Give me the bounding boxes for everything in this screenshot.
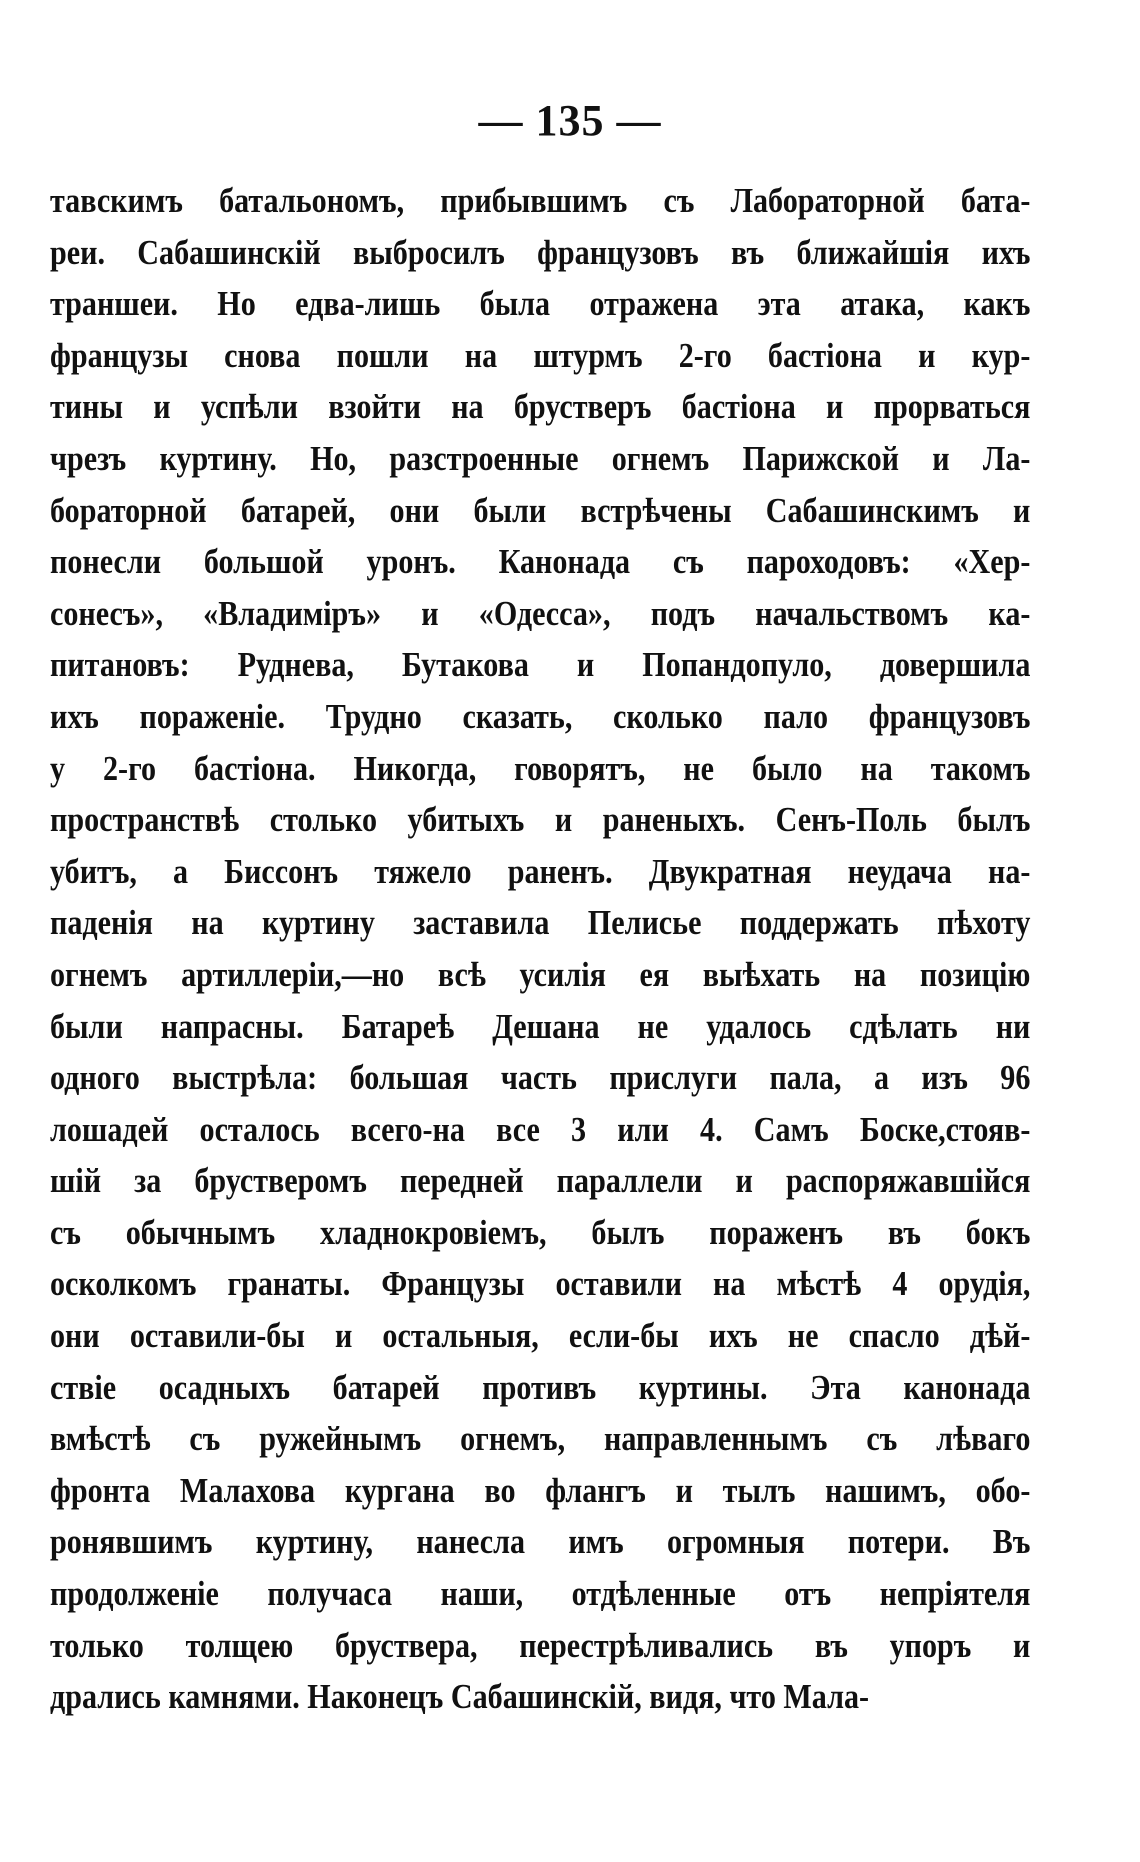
text-line: чрезъ куртину. Но, разстроенные огнемъ Парижской и Ла- <box>50 438 1031 478</box>
text-line: пространствѣ столько убитыхъ и раненыхъ. Сенъ-Поль былъ <box>50 800 1031 840</box>
text-line: ствіе осадныхъ батарей противъ куртины. Эта канонада <box>50 1367 1031 1407</box>
text-line: огнемъ артиллеріи,—но всѣ усилія ея выѣхать на позицію <box>50 954 1031 994</box>
text-line: были напрасны. Батареѣ Дешана не удалось сдѣлать ни <box>50 1006 1031 1046</box>
text-line: убитъ, а Биссонъ тяжело раненъ. Двукратная неудача на- <box>50 851 1031 891</box>
text-line: съ обычнымъ хладнокровіемъ, былъ пораженъ въ бокъ <box>50 1212 1031 1252</box>
text-line: сонесъ», «Владиміръ» и «Одесса», подъ начальствомъ ка- <box>50 593 1031 633</box>
text-line: дрались камнями. Наконецъ Сабашинскій, видя, что Мала- <box>50 1677 870 1717</box>
text-line: они оставили-бы и остальныя, если-бы ихъ не спасло дѣй- <box>50 1316 1031 1356</box>
page-number: — 135 — <box>478 96 662 145</box>
text-line: тины и успѣли взойти на брустверъ бастіона и прорваться <box>50 387 1031 427</box>
text-line: фронта Малахова кургана во флангъ и тылъ нашимъ, обо- <box>50 1470 1031 1510</box>
text-line: ронявшимъ куртину, нанесла имъ огромныя потери. Въ <box>50 1522 1031 1562</box>
text-line: питановъ: Руднева, Бутакова и Попандопуло, довершила <box>50 645 1031 685</box>
text-line: одного выстрѣла: большая часть прислуги пала, а изъ 96 <box>50 1058 1031 1098</box>
text-line: только толщею бруствера, перестрѣливались въ упоръ и <box>50 1625 1031 1665</box>
text-line: у 2-го бастіона. Никогда, говорятъ, не было на такомъ <box>50 748 1031 788</box>
text-line: тавскимъ батальономъ, прибывшимъ съ Лабораторной бата- <box>50 181 1031 220</box>
text-line: понесли большой уронъ. Канонада съ пароходовъ: «Хер- <box>50 542 1031 582</box>
text-line: шій за брустверомъ передней параллели и распоряжавшійся <box>50 1161 1031 1201</box>
text-line: бораторной батарей, они были встрѣчены Сабашинскимъ и <box>50 490 1031 530</box>
text-line: осколкомъ гранаты. Французы оставили на мѣстѣ 4 орудія, <box>50 1264 1031 1304</box>
text-line: ихъ пораженіе. Трудно сказать, сколько пало французовъ <box>50 696 1031 736</box>
text-line: вмѣстѣ съ ружейнымъ огнемъ, направленнымъ съ лѣваго <box>50 1419 1031 1459</box>
text-line: продолженіе получаса наши, отдѣленные отъ непріятеля <box>50 1574 1031 1614</box>
text-line: реи. Сабашинскій выбросилъ французовъ въ ближайшія ихъ <box>50 232 1031 272</box>
text-line: траншеи. Но едва-лишь была отражена эта атака, какъ <box>50 284 1031 324</box>
text-line: французы снова пошли на штурмъ 2-го бастіона и кур- <box>50 335 1031 375</box>
text-line: лошадей осталось всего-на все 3 или 4. Самъ Боске,стояв- <box>50 1109 1031 1149</box>
text-line: паденія на куртину заставила Пелисье поддержать пѣхоту <box>50 903 1031 943</box>
body-text <box>50 175 1030 1723</box>
